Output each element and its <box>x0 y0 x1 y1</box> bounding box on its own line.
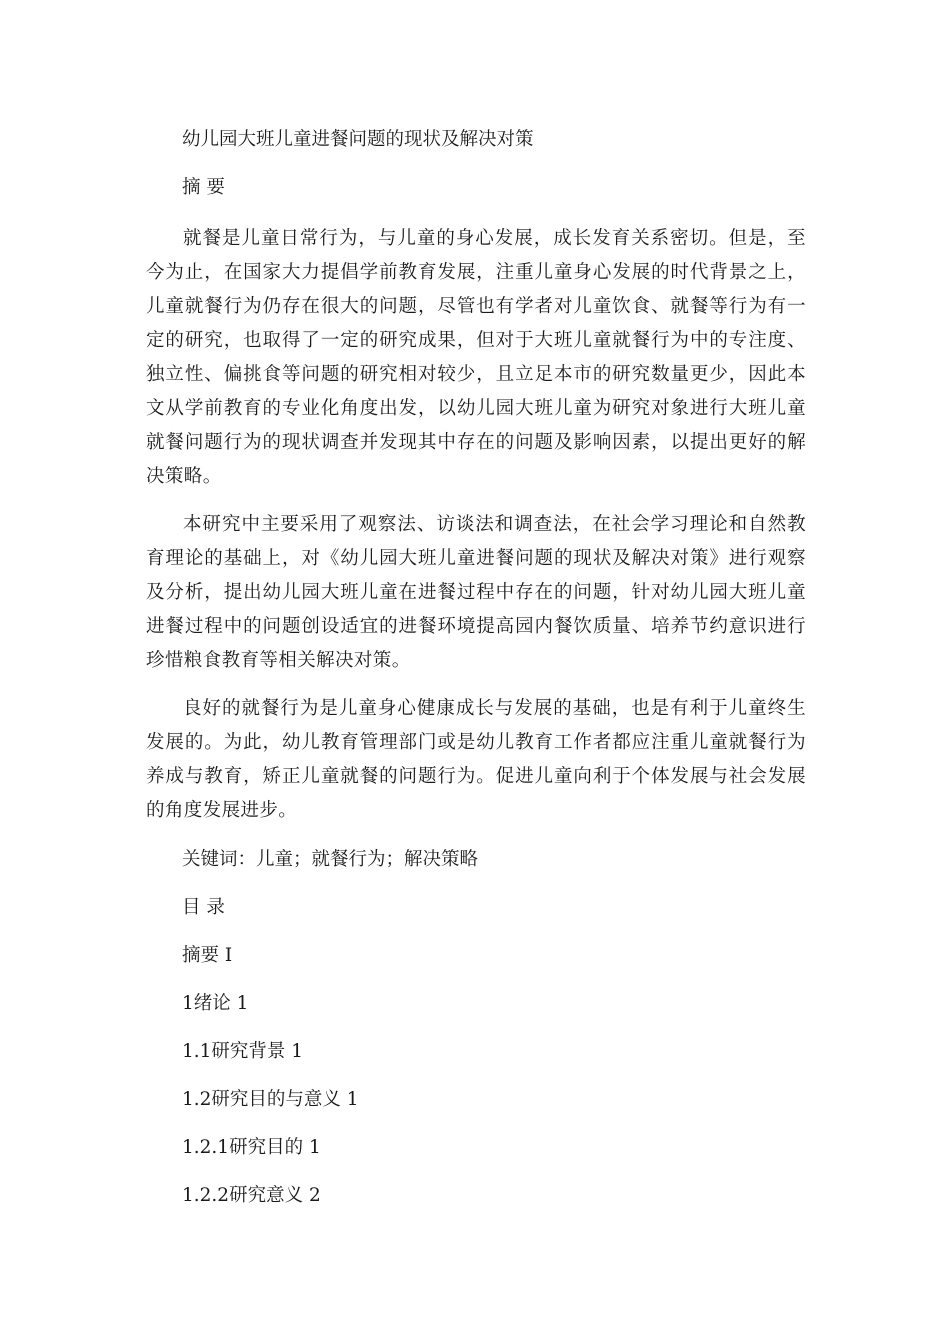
abstract-heading: 摘 要 <box>182 177 225 198</box>
toc-item: 1.1研究背景 1 <box>182 1041 304 1062</box>
abstract-paragraph-3: 良好的就餐行为是儿童身心健康成长与发展的基础，也是有利于儿童终生发展的。为此，幼儿教育管理部门或是幼儿教育工作者都应注重儿童就餐行为养成与教育，矫正儿童就餐的问题行为。促进儿童向利于个体发展与社会发展的角度发展进步。 <box>146 698 806 821</box>
document-title: 幼儿园大班儿童进餐问题的现状及解决对策 <box>182 129 534 150</box>
abstract-paragraph-1: 就餐是儿童日常行为，与儿童的身心发展，成长发育关系密切。但是，至今为止，在国家大力提倡学前教育发展，注重儿童身心发展的时代背景之上，儿童就餐行为仍存在很大的问题，尽管也有学者对儿童饮食、就餐等行为有一定的研究，也取得了一定的研究成果，但对于大班儿童就餐行为中的专注度、独立性、偏挑食等问题的研究相对较少，且立足本市的研究数量更少，因此本文从学前教育的专业化角度出发，以幼儿园大班儿童为研究对象进行大班儿童就餐问题行为的现状调查并发现其中存在的问题及影响因素，以提出更好的解决策略。 <box>146 228 806 487</box>
toc-item: 1.2研究目的与意义 1 <box>182 1089 359 1110</box>
keywords: 关键词：儿童；就餐行为；解决策略 <box>182 849 479 870</box>
toc-item: 1绪论 1 <box>182 993 249 1014</box>
toc-item: 1.2.2研究意义 2 <box>182 1185 321 1206</box>
toc-item: 摘要 I <box>182 945 233 966</box>
toc-heading: 目 录 <box>182 897 225 918</box>
toc-item: 1.2.1研究目的 1 <box>182 1137 321 1158</box>
abstract-paragraph-2: 本研究中主要采用了观察法、访谈法和调查法，在社会学习理论和自然教育理论的基础上，对《幼儿园大班儿童进餐问题的现状及解决对策》进行观察及分析，提出幼儿园大班儿童在进餐过程中存在的问题，针对幼儿园大班儿童进餐过程中的问题创设适宜的进餐环境提高园内餐饮质量、培养节约意识进行珍惜粮食教育等相关解决对策。 <box>146 514 806 671</box>
document-page <box>146 118 806 1208</box>
